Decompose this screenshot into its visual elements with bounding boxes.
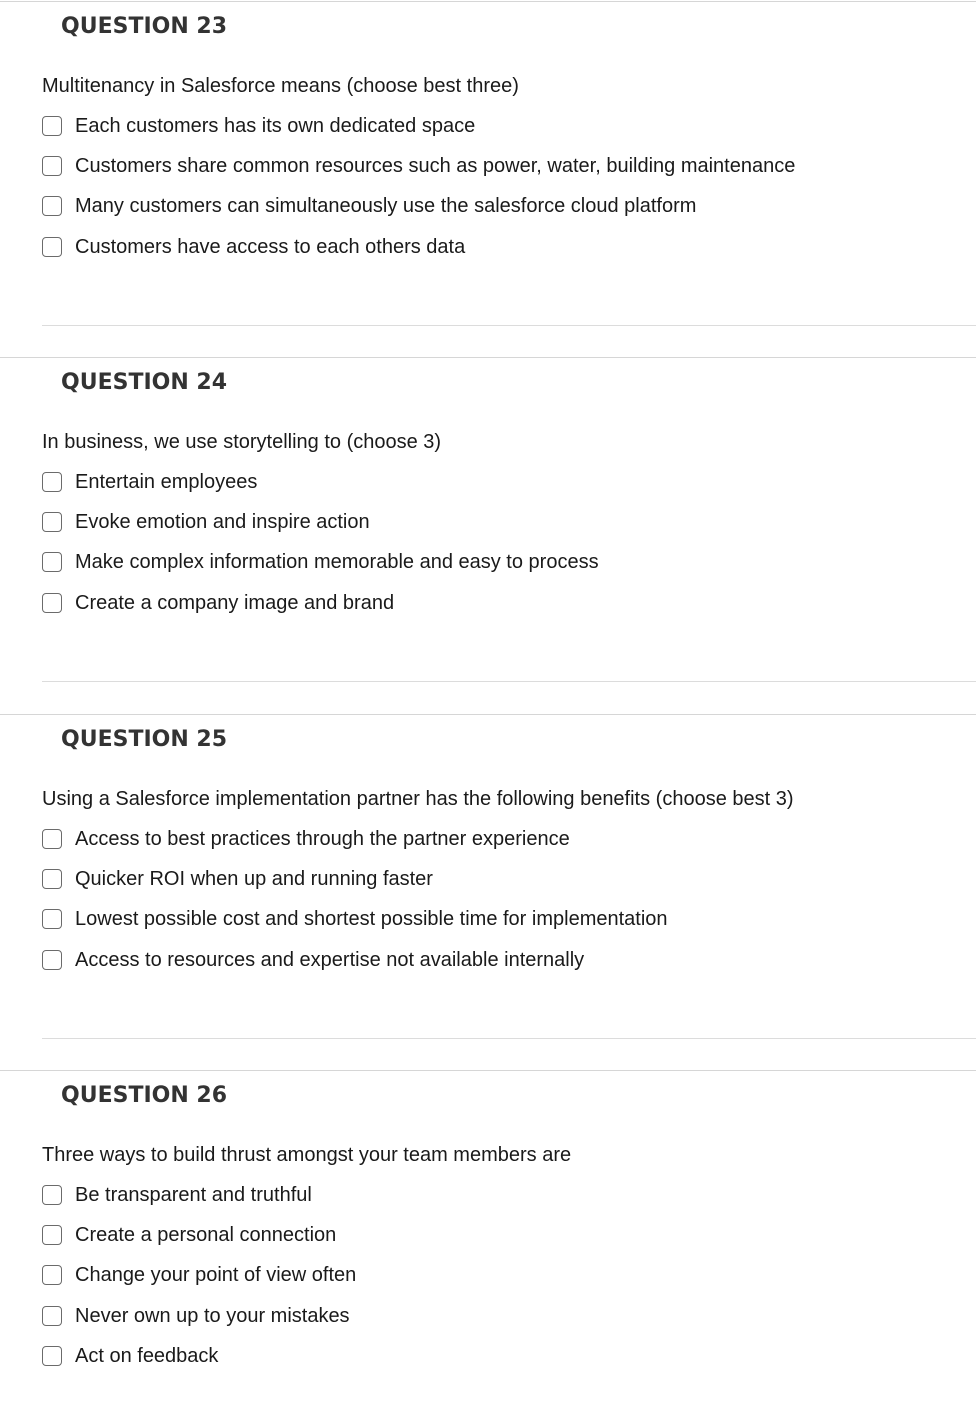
question-26 (0, 1070, 976, 1423)
option-label[interactable]: Many customers can simultaneously use the salesforce cloud platform (75, 195, 697, 218)
option-item[interactable] (42, 194, 795, 234)
option-item[interactable] (42, 114, 795, 154)
option-item[interactable] (42, 154, 795, 194)
option-label[interactable]: Lowest possible cost and shortest possible time for implementation (75, 908, 668, 931)
option-label[interactable]: Entertain employees (75, 471, 258, 493)
checkbox[interactable] (42, 909, 62, 929)
option-label[interactable]: Access to resources and expertise not available internally (75, 948, 585, 971)
option-label[interactable]: Access to best practices through the partner experience (75, 828, 570, 850)
option-item[interactable] (42, 235, 795, 275)
checkbox[interactable] (42, 1225, 62, 1245)
checkbox[interactable] (42, 237, 62, 257)
checkbox[interactable] (42, 116, 62, 136)
options-list (42, 114, 795, 275)
option-label[interactable]: Create a company image and brand (75, 591, 395, 614)
option-label[interactable]: Change your point of view often (75, 1264, 357, 1287)
checkbox[interactable] (42, 552, 62, 572)
question-title: QUESTION 25 (61, 727, 228, 752)
checkbox[interactable] (42, 512, 62, 532)
option-label[interactable]: Evoke emotion and inspire action (75, 511, 370, 534)
question-title: QUESTION 23 (61, 14, 228, 39)
question-separator (42, 681, 976, 682)
option-label[interactable]: Create a personal connection (75, 1224, 337, 1247)
option-label[interactable]: Quicker ROI when up and running faster (75, 868, 433, 891)
option-item[interactable] (42, 1344, 356, 1384)
option-label[interactable]: Never own up to your mistakes (75, 1304, 350, 1327)
option-item[interactable] (42, 1183, 356, 1223)
options-list (42, 827, 668, 988)
checkbox[interactable] (42, 829, 62, 849)
option-item[interactable] (42, 470, 599, 510)
question-prompt: Multitenancy in Salesforce means (choose best three) (42, 75, 519, 97)
option-item[interactable] (42, 1304, 356, 1344)
option-item[interactable] (42, 948, 668, 988)
question-24 (0, 357, 976, 714)
question-25 (0, 714, 976, 1071)
option-item[interactable] (42, 591, 599, 631)
question-title: QUESTION 26 (61, 1083, 228, 1108)
option-label[interactable]: Customers have access to each others data (75, 235, 466, 258)
option-item[interactable] (42, 867, 668, 907)
option-label[interactable]: Make complex information memorable and easy to process (75, 551, 599, 574)
question-prompt: Three ways to build thrust amongst your team members are (42, 1144, 572, 1166)
options-list (42, 1183, 356, 1384)
option-item[interactable] (42, 907, 668, 947)
option-label[interactable]: Customers share common resources such as power, water, building maintenance (75, 155, 796, 178)
checkbox[interactable] (42, 950, 62, 970)
checkbox[interactable] (42, 472, 62, 492)
option-item[interactable] (42, 1263, 356, 1303)
option-label[interactable]: Each customers has its own dedicated space (75, 115, 476, 137)
question-prompt: In business, we use storytelling to (choose 3) (42, 431, 442, 453)
checkbox[interactable] (42, 869, 62, 889)
checkbox[interactable] (42, 1185, 62, 1205)
option-item[interactable] (42, 510, 599, 550)
question-separator (42, 1038, 976, 1039)
option-label[interactable]: Act on feedback (75, 1344, 219, 1367)
option-label[interactable]: Be transparent and truthful (75, 1184, 312, 1206)
option-item[interactable] (42, 827, 668, 867)
checkbox[interactable] (42, 1306, 62, 1326)
checkbox[interactable] (42, 156, 62, 176)
question-prompt: Using a Salesforce implementation partner has the following benefits (choose best 3) (42, 788, 794, 810)
options-list (42, 470, 599, 631)
question-separator (42, 325, 976, 326)
question-23 (0, 1, 976, 358)
question-title: QUESTION 24 (61, 370, 228, 395)
checkbox[interactable] (42, 593, 62, 613)
option-item[interactable] (42, 1223, 356, 1263)
checkbox[interactable] (42, 196, 62, 216)
checkbox[interactable] (42, 1346, 62, 1366)
checkbox[interactable] (42, 1265, 62, 1285)
option-item[interactable] (42, 550, 599, 590)
